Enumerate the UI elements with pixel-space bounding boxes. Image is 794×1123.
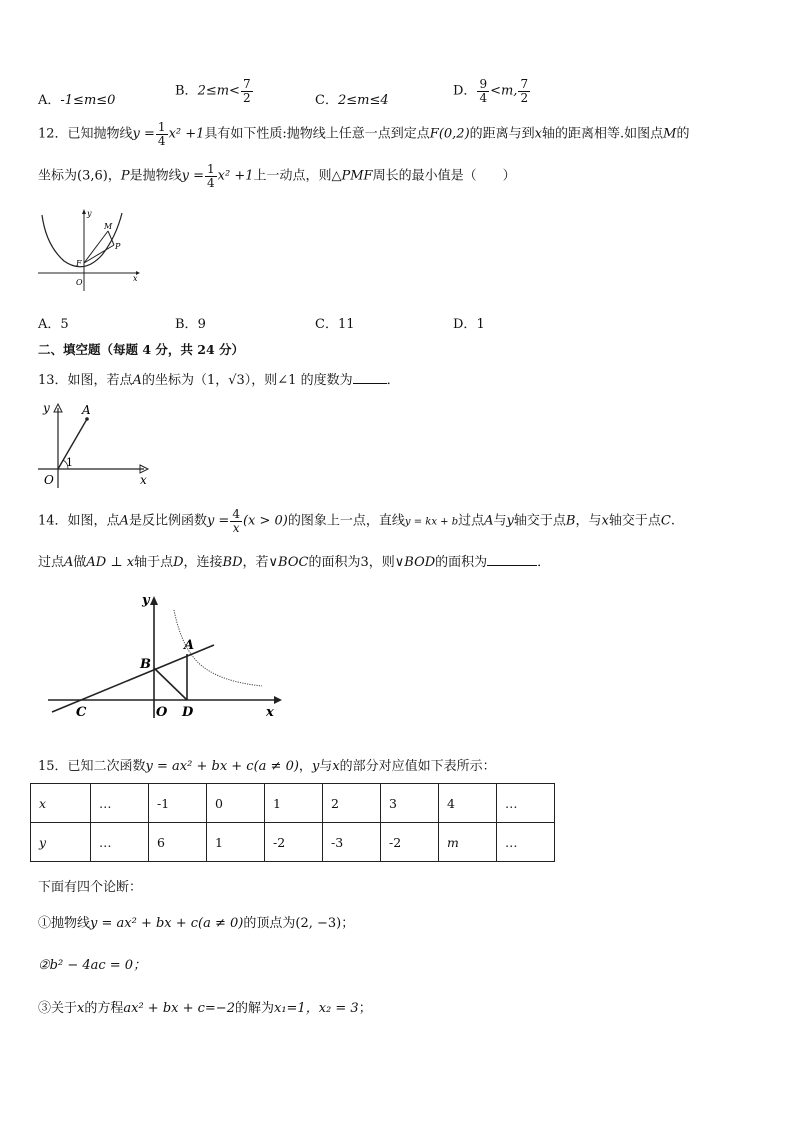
label-y: y xyxy=(87,209,92,218)
q15-value-table xyxy=(30,783,555,862)
fraction-denominator: 4 xyxy=(479,90,488,105)
option-label: A． xyxy=(38,93,61,108)
q14-line-2 xyxy=(38,551,550,570)
fraction-denominator: 2 xyxy=(242,90,251,105)
segment-bd xyxy=(154,668,187,700)
text: 的图象上一点，直线 xyxy=(287,513,405,529)
option-text: 1 xyxy=(476,317,485,332)
math: x² +1 xyxy=(168,126,205,142)
text: ； xyxy=(358,1001,372,1016)
fraction-denominator: 2 xyxy=(520,90,529,105)
text: 12．已知抛物线 xyxy=(38,126,133,142)
option-label: B． xyxy=(175,83,198,99)
option-text: 11 xyxy=(337,317,355,332)
fraction-numerator: 7 xyxy=(242,77,251,91)
option-text: 2≤m< xyxy=(197,83,240,99)
text: ，若 xyxy=(242,555,269,570)
text: 是反比例函数 xyxy=(128,513,207,529)
math: D xyxy=(173,555,184,570)
label-a: A xyxy=(82,403,91,417)
option-label: C． xyxy=(315,93,338,108)
text: 做 xyxy=(73,555,87,570)
fraction xyxy=(230,508,242,534)
math: M xyxy=(663,126,677,142)
text: 的坐标为（1， xyxy=(141,373,229,388)
option-text: <m, xyxy=(490,83,518,99)
math: ∨BOD xyxy=(394,555,436,570)
table-cell: 0 xyxy=(207,784,265,823)
label-y: y xyxy=(43,401,50,415)
option-text: 5 xyxy=(60,317,69,332)
q12-option-b xyxy=(175,313,206,332)
table-cell: -2 xyxy=(265,823,323,862)
q15-statement-2: ②b² − 4ac = 0； xyxy=(38,958,147,973)
text: . xyxy=(670,513,675,529)
text: 的解为 xyxy=(234,1001,274,1016)
q11-option-d xyxy=(453,78,531,104)
option-label: D． xyxy=(453,317,477,332)
label-y: y xyxy=(142,593,150,608)
option-text: 2≤m≤4 xyxy=(337,93,389,108)
text: 13．如图，若点 xyxy=(38,373,133,388)
math: √3 xyxy=(228,373,245,388)
math: AD ⊥ x xyxy=(86,555,135,570)
label-a: A xyxy=(184,638,195,653)
math: A xyxy=(132,373,142,388)
math: x₁=1，x₂ = 3 xyxy=(274,1001,359,1016)
table-cell: 1 xyxy=(265,784,323,823)
label-d: D xyxy=(182,705,194,720)
label-c: C xyxy=(76,705,87,720)
text: ①抛物线 xyxy=(38,916,91,931)
section-heading: 二、填空题（每题 4 分，共 24 分） xyxy=(38,342,245,357)
text: ，与 xyxy=(575,513,602,529)
option-text: 9 xyxy=(197,317,206,332)
math: y = ax² + bx + c(a ≠ 0) xyxy=(90,916,244,931)
text: ③关于 xyxy=(38,1001,78,1016)
math: y = xyxy=(206,513,230,529)
math: 3 xyxy=(360,555,369,570)
point-a xyxy=(85,417,89,421)
table-cell: x xyxy=(31,784,91,823)
q12-line-1 xyxy=(38,121,689,147)
math: B xyxy=(565,513,576,529)
text: 的面积为 xyxy=(308,555,361,570)
table-cell: m xyxy=(439,823,497,862)
text: 具有如下性质:抛物线上任意一点到定点 xyxy=(204,126,430,142)
table-cell: … xyxy=(497,784,555,823)
table-cell: 6 xyxy=(149,823,207,862)
math: P xyxy=(120,168,130,184)
x-axis-arrow xyxy=(274,696,282,704)
math: △PMF xyxy=(331,168,373,184)
label-x: x xyxy=(140,473,147,487)
text: 轴于点 xyxy=(134,555,174,570)
math: A xyxy=(64,555,74,570)
math: y = ax² + bx + c(a ≠ 0) xyxy=(145,759,299,774)
option-label: A． xyxy=(38,317,61,332)
math: y = kx + b xyxy=(404,516,459,528)
text: ， xyxy=(107,168,121,184)
q13-angle-figure xyxy=(36,398,154,490)
math: ax² + bx + c=−2 xyxy=(123,1001,235,1016)
text: 的顶点为 xyxy=(243,916,296,931)
text: ． xyxy=(537,555,551,570)
math: x xyxy=(534,126,542,142)
table-cell: … xyxy=(497,823,555,862)
math: x xyxy=(601,513,609,529)
math: (3,6) xyxy=(77,168,108,184)
option-label: C． xyxy=(315,317,338,332)
text: 的方程 xyxy=(84,1001,124,1016)
fraction-denominator: 4 xyxy=(157,133,166,148)
text: 轴交于点 xyxy=(513,513,566,529)
text: ），则∠1 的度数为 xyxy=(244,373,353,388)
segment-fp xyxy=(84,245,114,263)
math: y = xyxy=(181,168,204,184)
text: ； xyxy=(341,916,355,931)
table-cell: … xyxy=(91,784,149,823)
math: C xyxy=(660,513,671,529)
q13-text xyxy=(38,369,400,388)
q14-line-1 xyxy=(38,508,675,534)
option-text: -1≤m≤0 xyxy=(60,93,116,108)
q11-option-a xyxy=(38,89,115,108)
text: 的面积为 xyxy=(435,555,488,570)
q15-intro xyxy=(38,755,496,774)
text: 周长的最小值是（ ） xyxy=(372,168,516,184)
table-row xyxy=(31,784,555,823)
text: 与 xyxy=(493,513,507,529)
q12-parabola-figure xyxy=(36,205,142,297)
q15-statement-1 xyxy=(38,912,354,931)
math: BD xyxy=(222,555,243,570)
label-f: F xyxy=(76,259,82,268)
label-o: O xyxy=(44,473,54,487)
math: y xyxy=(311,759,320,774)
label-o: O xyxy=(156,705,168,720)
option-label: B． xyxy=(175,317,198,332)
text: 的部分对应值如下表所示： xyxy=(339,759,496,774)
q15-lead: 下面有四个论断： xyxy=(38,880,143,895)
text: ． xyxy=(386,373,400,388)
math: A xyxy=(484,513,494,529)
math: A xyxy=(119,513,129,529)
q12-option-c xyxy=(315,313,355,332)
fraction-numerator: 4 xyxy=(232,507,240,521)
text: ，则 xyxy=(368,555,395,570)
text: 过点 xyxy=(38,555,65,570)
table-cell: y xyxy=(31,823,91,862)
fraction-numerator: 9 xyxy=(479,77,488,91)
fraction xyxy=(241,78,253,104)
fraction-numerator: 1 xyxy=(207,162,215,176)
table-cell: -2 xyxy=(381,823,439,862)
fraction-denominator: 4 xyxy=(207,175,215,190)
text: 的距离与到 xyxy=(469,126,535,142)
text: ， xyxy=(298,759,312,774)
y-axis-arrow xyxy=(150,596,158,605)
segment-fm xyxy=(84,231,108,263)
y-axis-arrow xyxy=(82,209,86,214)
text: 15．已知二次函数 xyxy=(38,759,146,774)
text: 的 xyxy=(676,126,690,142)
math: x² +1 xyxy=(217,168,254,184)
math: y xyxy=(506,513,514,529)
line-ca xyxy=(52,645,214,712)
q12-option-a xyxy=(38,313,69,332)
text: 上一动点，则 xyxy=(253,168,332,184)
math: F(0,2) xyxy=(429,126,470,142)
fraction-numerator: 7 xyxy=(520,77,529,91)
text: 坐标为 xyxy=(38,168,78,184)
table-row xyxy=(31,823,555,862)
math: (x > 0) xyxy=(242,513,288,529)
q11-option-c xyxy=(315,89,389,108)
math: (2, −3) xyxy=(295,916,342,931)
text: ，连接 xyxy=(183,555,223,570)
fraction-denominator: x xyxy=(232,520,240,535)
q12-line-2 xyxy=(38,163,516,189)
label-x: x xyxy=(266,705,274,720)
math: x xyxy=(77,1001,85,1016)
text: 14．如图，点 xyxy=(38,513,120,529)
text: 轴交于点 xyxy=(608,513,661,529)
table-cell: … xyxy=(91,823,149,862)
label-m: M xyxy=(104,222,113,231)
math: x xyxy=(332,759,340,774)
q11-option-b xyxy=(175,78,254,104)
label-angle-1: 1 xyxy=(66,456,73,469)
q15-statement-3 xyxy=(38,997,372,1016)
q14-hyperbola-figure xyxy=(42,588,290,722)
text: 与 xyxy=(319,759,333,774)
math: y = xyxy=(132,126,155,142)
fraction xyxy=(518,78,530,104)
fraction xyxy=(477,78,489,104)
text: 是抛物线 xyxy=(129,168,182,184)
label-p: P xyxy=(115,242,121,251)
table-cell: 4 xyxy=(439,784,497,823)
fraction xyxy=(205,163,217,189)
q12-option-d xyxy=(453,313,485,332)
table-cell: 3 xyxy=(381,784,439,823)
table-cell: -1 xyxy=(149,784,207,823)
table-cell: -3 xyxy=(323,823,381,862)
label-o: O xyxy=(76,278,83,287)
table-cell: 2 xyxy=(323,784,381,823)
table-cell: 1 xyxy=(207,823,265,862)
answer-blank xyxy=(353,371,387,384)
option-label: D． xyxy=(453,83,477,99)
math: ∨BOC xyxy=(268,555,309,570)
text: 过点 xyxy=(458,513,485,529)
label-b: B xyxy=(140,657,151,672)
fraction-numerator: 1 xyxy=(157,120,166,134)
text: 轴的距离相等.如图点 xyxy=(542,126,664,142)
fraction xyxy=(156,121,168,147)
label-x: x xyxy=(133,274,138,283)
answer-blank xyxy=(487,553,537,566)
